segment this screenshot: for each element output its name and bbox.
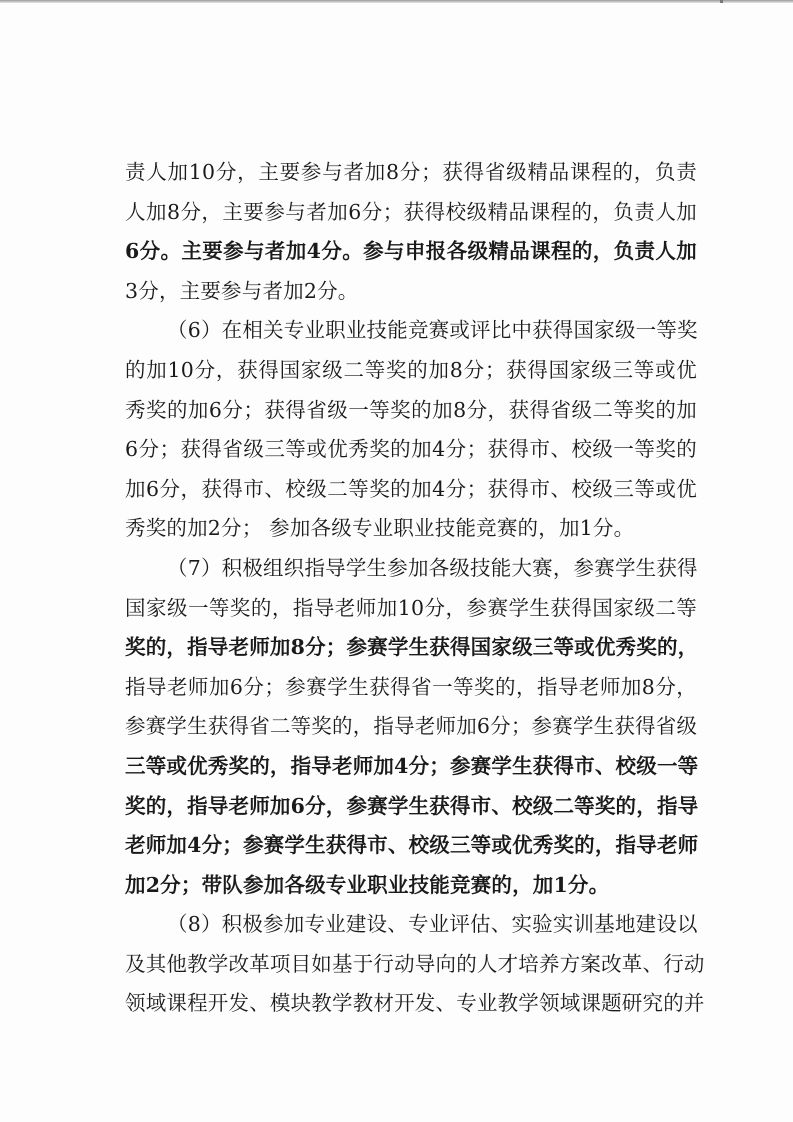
text-line: 奖的，指导老师加8分；参赛学生获得国家级三等或优秀奖的， — [125, 635, 699, 660]
text-line: 指导老师加6分；参赛学生获得省一等奖的，指导老师加8分， — [125, 674, 697, 699]
text-line: 奖的，指导老师加6分，参赛学生获得市、校级二等奖的，指导 — [125, 793, 699, 818]
text-line: 及其他教学改革项目如基于行动导向的人才培养方案改革、行动 — [125, 951, 705, 976]
text-line: （7）积极组织指导学生参加各级技能大赛，参赛学生获得 — [167, 555, 698, 580]
scan-top-edge — [0, 0, 793, 3]
text-line: 3分，主要参与者加2分。 — [125, 278, 359, 303]
text-line: （8）积极参加专业建设、专业评估、实验实训基地建设以 — [167, 912, 698, 937]
text-line: 国家级一等奖的，指导老师加10分，参赛学生获得国家级二等 — [125, 595, 697, 620]
text-line: 秀奖的加6分；获得省级一等奖的加8分，获得省级二等奖的加 — [125, 397, 697, 422]
text-line: 6分；获得省级三等或优秀奖的加4分；获得市、校级一等奖的 — [125, 437, 697, 462]
text-line: 加2分；带队参加各级专业职业技能竞赛的，加1分。 — [125, 872, 610, 897]
scan-speck — [720, 0, 723, 3]
text-line: 领域课程开发、模块教学教材开发、专业教学领域课题研究的并 — [125, 991, 705, 1016]
paragraph-para-7 — [125, 549, 697, 905]
text-line: 参赛学生获得省二等奖的，指导老师加6分；参赛学生获得省级 — [125, 714, 698, 739]
paragraph-para-8 — [125, 905, 705, 1024]
text-line: 加6分，获得市、校级二等奖的加4分；获得市、校级三等或优 — [125, 476, 697, 501]
text-line: 人加8分，主要参与者加6分；获得校级精品课程的，负责人加 — [125, 199, 697, 224]
text-line: 的加10分，获得国家级二等奖的加8分；获得国家级三等或优 — [125, 357, 697, 382]
paragraph-para-6 — [125, 311, 697, 549]
text-line: 责人加10分，主要参与者加8分；获得省级精品课程的，负责 — [125, 160, 697, 184]
text-line: 6分。主要参与者加4分。参与申报各级精品课程的，负责人加 — [125, 239, 697, 264]
text-line: （6）在相关专业职业技能竞赛或评比中获得国家级一等奖 — [167, 318, 698, 343]
text-line: 三等或优秀奖的，指导老师加4分；参赛学生获得市、校级一等 — [125, 753, 699, 778]
document-body — [125, 153, 705, 1024]
text-line: 秀奖的加2分； 参加各级专业职业技能竞赛的，加1分。 — [125, 516, 635, 541]
paragraph-para-1 — [125, 153, 697, 311]
text-line: 老师加4分；参赛学生获得市、校级三等或优秀奖的，指导老师 — [125, 833, 699, 858]
